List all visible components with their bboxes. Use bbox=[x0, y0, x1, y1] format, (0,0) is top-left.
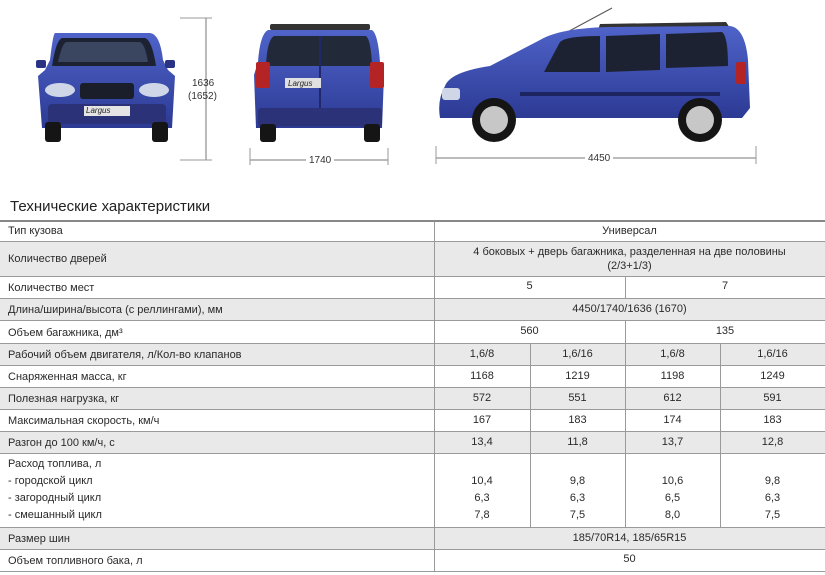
dimensions-value: 4450/1740/1636 (1670) bbox=[572, 303, 687, 315]
cell: 8,0 bbox=[664, 509, 681, 521]
cell: 7,5 bbox=[569, 509, 586, 521]
car-front-view bbox=[36, 33, 175, 142]
row-label: Размер шин bbox=[8, 533, 70, 545]
cell: 183 bbox=[568, 414, 587, 426]
trunk-7-seat: 135 bbox=[715, 325, 735, 337]
car-side-view bbox=[439, 8, 750, 142]
row-curb-weight bbox=[0, 366, 825, 388]
height-dimension-label: 1636 bbox=[192, 78, 215, 89]
row-acceleration bbox=[0, 432, 825, 454]
car-illustrations bbox=[0, 0, 825, 190]
doors-value-line1: 4 боковых + дверь багажника, разделенная на две половины bbox=[473, 246, 786, 258]
cell: 1198 bbox=[660, 370, 685, 382]
width-dimension-label: 1740 bbox=[306, 155, 334, 166]
car-views-svg bbox=[0, 0, 825, 190]
cell: 6,3 bbox=[764, 492, 781, 504]
trunk-5-seat: 560 bbox=[520, 325, 539, 337]
height-rails-dimension-label: (1652) bbox=[188, 91, 217, 102]
cell: 1219 bbox=[565, 370, 590, 382]
cell: 9,8 bbox=[569, 475, 586, 487]
cell: 612 bbox=[663, 392, 682, 404]
tire-size-value: 185/70R14, 185/65R15 bbox=[572, 532, 687, 544]
front-badge-text: Largus bbox=[86, 106, 111, 115]
row-label: Разгон до 100 км/ч, с bbox=[8, 437, 115, 449]
row-engine bbox=[0, 344, 825, 366]
cell: 1,6/16 bbox=[562, 348, 593, 360]
cell: 6,5 bbox=[664, 492, 681, 504]
cell: 1,6/8 bbox=[469, 348, 495, 360]
row-label: Тип кузова bbox=[8, 225, 63, 237]
cell: 11,8 bbox=[567, 436, 588, 448]
cell: 1249 bbox=[760, 370, 785, 382]
cell: 572 bbox=[472, 392, 492, 404]
row-seats bbox=[0, 277, 825, 299]
row-trunk bbox=[0, 321, 825, 344]
fuel-tank-value: 50 bbox=[623, 553, 636, 565]
length-dimension-label: 4450 bbox=[585, 153, 613, 164]
cell: 13,7 bbox=[661, 436, 684, 448]
cell: 183 bbox=[763, 414, 782, 426]
row-label: Расход топлива, л bbox=[8, 458, 102, 470]
row-label: Снаряженная масса, кг bbox=[8, 371, 127, 383]
row-label: Длина/ширина/высота (с реллингами), мм bbox=[8, 304, 223, 316]
row-label: Рабочий объем двигателя, л/Кол-во клапанов bbox=[8, 349, 242, 361]
row-label: Максимальная скорость, км/ч bbox=[8, 415, 160, 427]
row-label: Объем топливного бака, л bbox=[8, 555, 143, 567]
seats-7: 7 bbox=[721, 280, 729, 292]
row-fuel-tank bbox=[0, 550, 825, 572]
row-body-type bbox=[0, 222, 825, 242]
section-heading: Технические характеристики bbox=[10, 198, 211, 215]
cell: 10,6 bbox=[661, 475, 684, 487]
cell: 1,6/16 bbox=[757, 348, 788, 360]
cell: 1168 bbox=[470, 370, 494, 382]
cell: 174 bbox=[663, 414, 682, 426]
car-rear-view bbox=[254, 24, 384, 142]
cell: 551 bbox=[568, 392, 587, 404]
cell: 591 bbox=[763, 392, 782, 404]
row-fuel-consumption bbox=[0, 454, 825, 528]
rear-badge-text: Largus bbox=[288, 79, 313, 88]
cell: 13,4 bbox=[471, 436, 493, 448]
cell: 10,4 bbox=[471, 475, 493, 487]
cell: 9,8 bbox=[764, 475, 781, 487]
row-payload bbox=[0, 388, 825, 410]
row-tire-size bbox=[0, 528, 825, 550]
row-label: Объем багажника, дм³ bbox=[8, 327, 123, 339]
fuel-mixed-label: - смешанный цикл bbox=[8, 509, 102, 521]
row-doors bbox=[0, 242, 825, 277]
body-type-value: Универсал bbox=[602, 225, 657, 237]
cell: 6,3 bbox=[474, 492, 490, 504]
cell: 6,3 bbox=[569, 492, 586, 504]
row-max-speed bbox=[0, 410, 825, 432]
fuel-city-label: - городской цикл bbox=[8, 475, 93, 487]
cell: 7,5 bbox=[764, 509, 781, 521]
specifications-table bbox=[0, 220, 825, 572]
row-label: Количество мест bbox=[8, 282, 95, 294]
doors-value-line2: (2/3+1/3) bbox=[607, 260, 652, 272]
row-label: Количество дверей bbox=[8, 253, 107, 265]
cell: 167 bbox=[472, 414, 492, 426]
seats-5: 5 bbox=[526, 280, 533, 292]
cell: 7,8 bbox=[474, 509, 490, 521]
cell: 12,8 bbox=[761, 436, 784, 448]
row-dimensions bbox=[0, 299, 825, 321]
fuel-highway-label: - загородный цикл bbox=[8, 492, 102, 504]
cell: 1,6/8 bbox=[660, 348, 685, 360]
row-label: Полезная нагрузка, кг bbox=[8, 393, 120, 405]
